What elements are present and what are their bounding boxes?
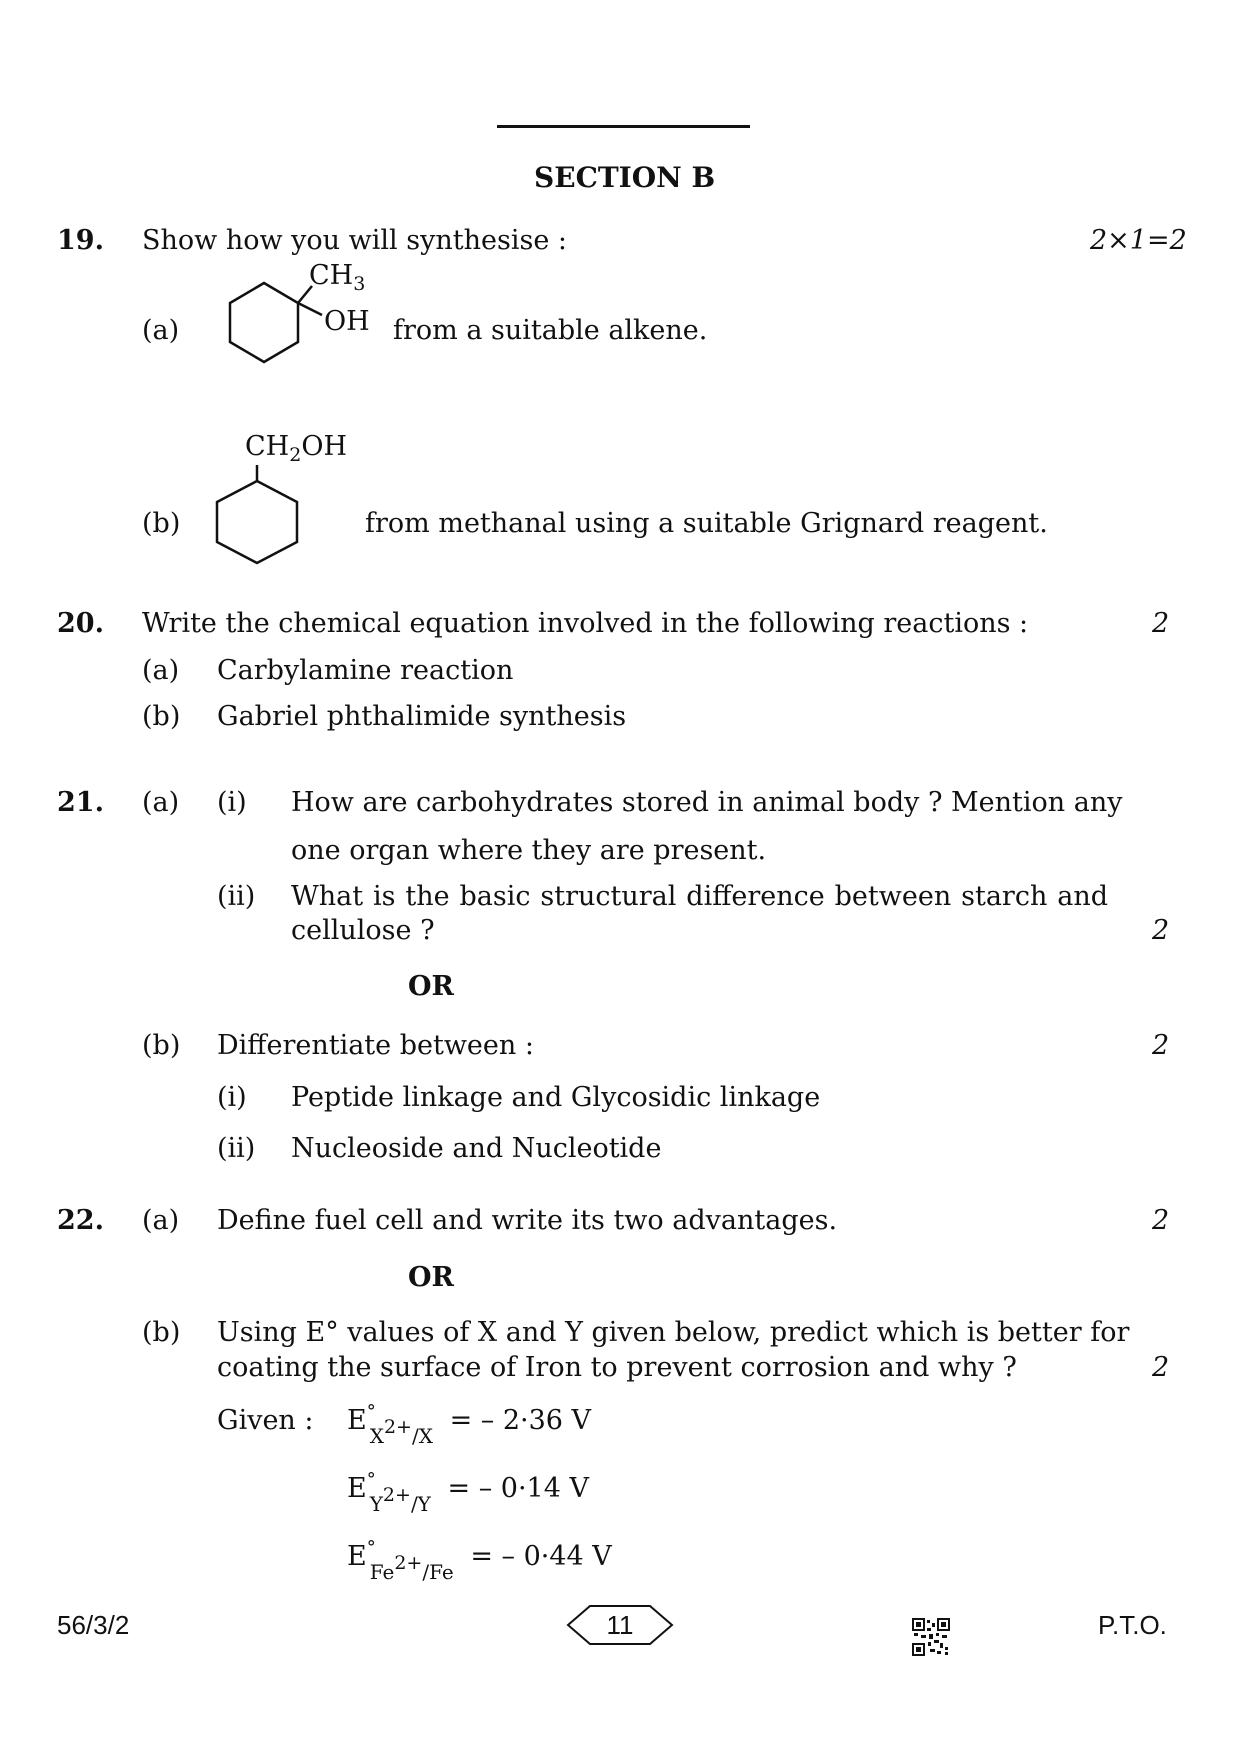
potential-fe: $E^\circ_{Fe}2+_{/Fe}$ = – 0·44 V bbox=[347, 1537, 612, 1584]
ring-b bbox=[217, 481, 297, 563]
q21a-i-line1: How are carbohydrates stored in animal body ? Mention any bbox=[291, 787, 1123, 818]
potential-x: $E^\circ_X2+_{/X}$ = – 2·36 V bbox=[347, 1401, 592, 1448]
ring-a bbox=[230, 283, 298, 362]
q21a-ii-line1: What is the basic structural difference between starch and bbox=[291, 881, 1108, 912]
q21b-text: Differentiate between : bbox=[217, 1030, 534, 1061]
top-rule bbox=[497, 125, 750, 128]
given-label: Given : bbox=[217, 1405, 314, 1436]
q21-or: OR bbox=[408, 971, 454, 1002]
q21a-ii-line2: cellulose ? bbox=[291, 915, 435, 946]
q20b-text: Gabriel phthalimide synthesis bbox=[217, 701, 627, 732]
q20-marks: 2 bbox=[1152, 608, 1170, 639]
q19a-text: from a suitable alkene. bbox=[393, 315, 708, 346]
q21a-i-label: (i) bbox=[217, 787, 247, 818]
pto-label: P.T.O. bbox=[1098, 1610, 1167, 1640]
q19-marks: 2×1=2 bbox=[1090, 225, 1187, 256]
qr-code-icon bbox=[912, 1618, 950, 1656]
q20b-label: (b) bbox=[142, 701, 181, 732]
q21b-ii-text: Nucleoside and Nucleotide bbox=[291, 1133, 662, 1164]
struct-a-oh: OH bbox=[324, 306, 370, 337]
q22b-marks: 2 bbox=[1152, 1352, 1170, 1383]
q22b-label: (b) bbox=[142, 1317, 181, 1348]
q19-text: Show how you will synthesise : bbox=[142, 225, 567, 256]
q22a-text: Define fuel cell and write its two advantages. bbox=[217, 1205, 838, 1236]
q22b-line1: Using E° values of X and Y given below, predict which is better for bbox=[217, 1317, 1130, 1348]
q20-number: 20. bbox=[57, 608, 104, 639]
section-title: SECTION B bbox=[534, 161, 716, 194]
bond-oh bbox=[298, 303, 322, 315]
methylcyclohexanol-structure bbox=[200, 262, 385, 392]
cyclohexylmethanol-structure bbox=[200, 430, 385, 575]
q22-or: OR bbox=[408, 1262, 454, 1293]
q20-text: Write the chemical equation involved in the following reactions : bbox=[142, 608, 1029, 639]
q22a-marks: 2 bbox=[1152, 1205, 1170, 1236]
struct-a-ch: $CH_3$ bbox=[309, 262, 366, 295]
q22-number: 22. bbox=[57, 1205, 104, 1236]
q19-number: 19. bbox=[57, 225, 104, 256]
page-number: 11 bbox=[606, 1610, 634, 1640]
q22a-label: (a) bbox=[142, 1205, 180, 1236]
q21b-i-text: Peptide linkage and Glycosidic linkage bbox=[291, 1082, 821, 1113]
struct-b-top: $CH_2OH$ bbox=[245, 431, 347, 466]
q21b-marks: 2 bbox=[1152, 1030, 1170, 1061]
potential-y: $E^\circ_Y2+_{/Y}$ = – 0·14 V bbox=[347, 1469, 589, 1516]
q19b-label: (b) bbox=[142, 508, 181, 539]
q21-number: 21. bbox=[57, 787, 104, 818]
q19b-text: from methanal using a suitable Grignard reagent. bbox=[365, 508, 1048, 539]
q22b-line2: coating the surface of Iron to prevent corrosion and why ? bbox=[217, 1352, 1017, 1383]
q20a-text: Carbylamine reaction bbox=[217, 655, 514, 686]
q19a-label: (a) bbox=[142, 315, 180, 346]
q21b-i-label: (i) bbox=[217, 1082, 247, 1113]
q21a-ii-label: (ii) bbox=[217, 881, 256, 912]
q21a-label: (a) bbox=[142, 787, 180, 818]
q21a-i-line2: one organ where they are present. bbox=[291, 835, 767, 866]
footer-code: 56/3/2 bbox=[57, 1610, 130, 1640]
q21b-ii-label: (ii) bbox=[217, 1133, 256, 1164]
q20a-label: (a) bbox=[142, 655, 180, 686]
q21a-marks: 2 bbox=[1152, 915, 1170, 946]
q21b-label: (b) bbox=[142, 1030, 181, 1061]
